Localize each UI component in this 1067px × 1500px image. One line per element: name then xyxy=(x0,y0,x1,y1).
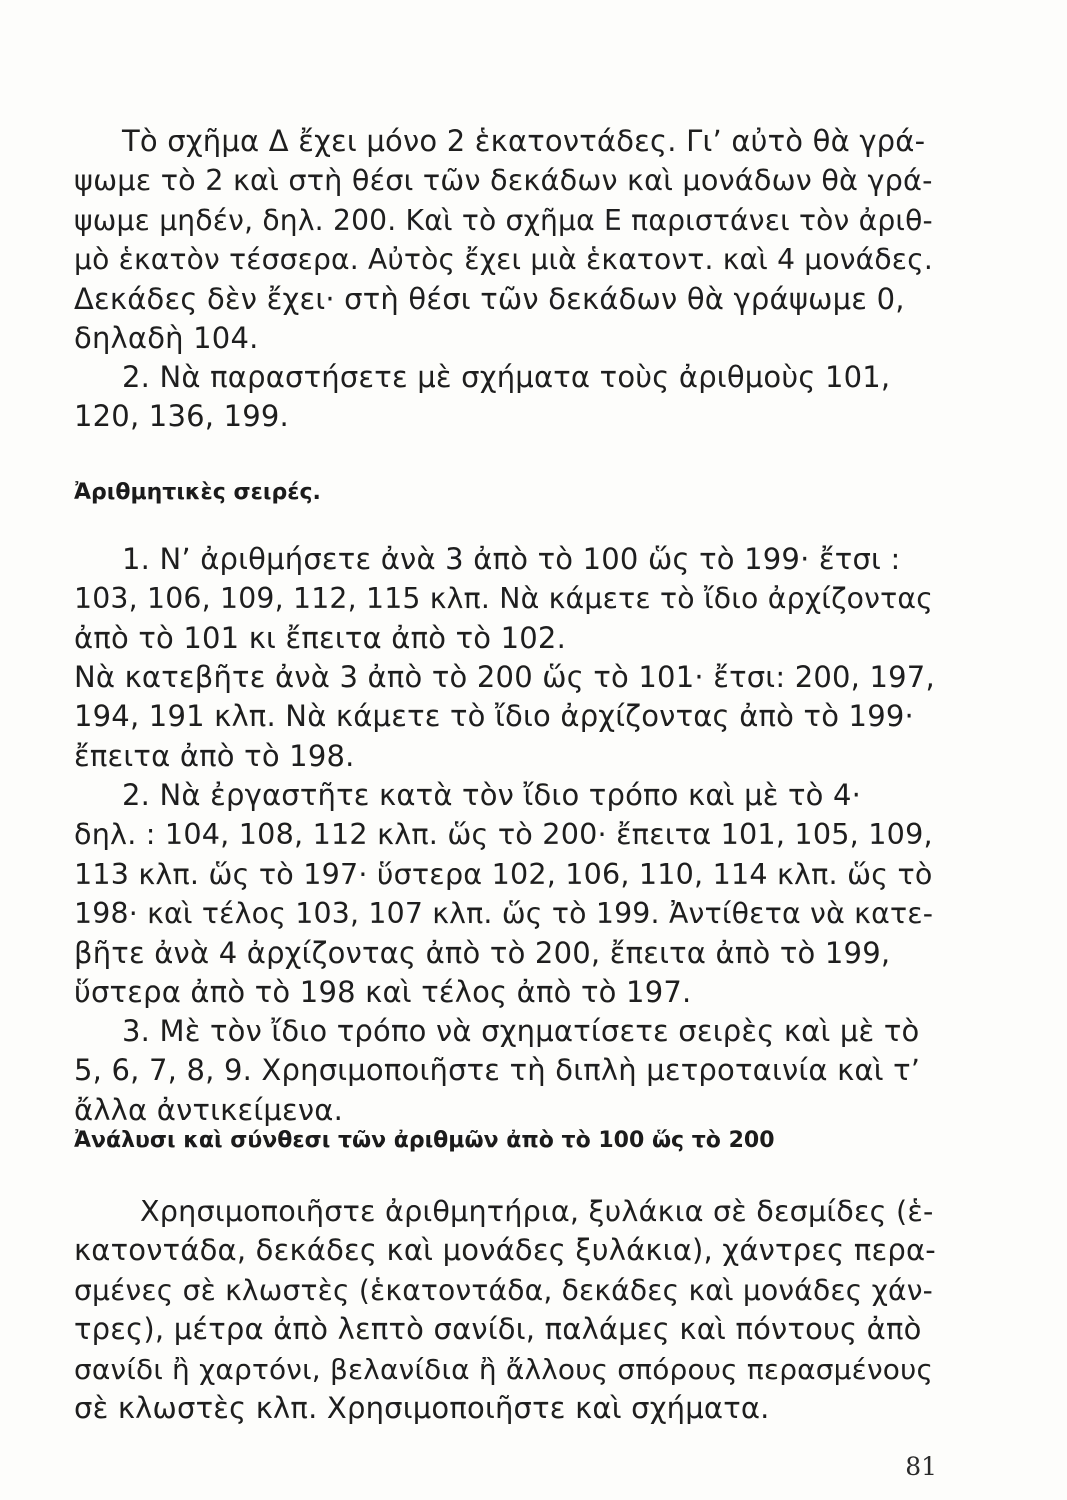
series-paragraph-2 xyxy=(74,776,942,1012)
text-line: Τὸ σχῆμα Δ ἔχει μόνο 2 ἑκατοντάδες. Γι’ αὐτὸ θὰ γρά- xyxy=(122,124,926,158)
text-line: 198· καὶ τέλος 103, 107 κλπ. ὥς τὸ 199. Ἀντίθετα νὰ κατε- xyxy=(74,897,934,931)
text-line: δηλ. : 104, 108, 112 κλπ. ὥς τὸ 200· ἔπειτα 101, 105, 109, xyxy=(74,817,933,852)
text-line: σανίδι ἢ χαρτόνι, βελανίδια ἢ ἄλλους σπόρους περασμένους xyxy=(74,1352,934,1386)
text-line: κατοντάδα, δεκάδες καὶ μονάδες ξυλάκια), χάντρες περα- xyxy=(74,1233,936,1268)
text-line: ἔπειτα ἀπὸ τὸ 198. xyxy=(74,738,355,773)
text-line: 2. Νὰ παραστήσετε μὲ σχήματα τοὺς ἀριθμοὺς 101, xyxy=(122,360,891,394)
text-line: 2. Νὰ ἐργαστῆτε κατὰ τὸν ἴδιο τρόπο καὶ μὲ τὸ 4· xyxy=(122,778,862,812)
text-line: ἀπὸ τὸ 101 κι ἔπειτα ἀπὸ τὸ 102. xyxy=(74,620,566,655)
series-paragraph-1 xyxy=(74,540,942,658)
section-heading-analysis: Ἀνάλυσι καὶ σύνθεσι τῶν ἀριθμῶν ἀπὸ τὸ 100 ὥς τὸ 200 xyxy=(74,1128,775,1153)
text-line: σμένες σὲ κλωστὲς (ἑκατοντάδα, δεκάδες καὶ μονάδες χάν- xyxy=(74,1273,934,1307)
text-line: σὲ κλωστὲς κλπ. Χρησιμοποιῆστε καὶ σχήματα. xyxy=(74,1391,770,1426)
series-paragraph-3 xyxy=(74,1012,942,1130)
text-line: δηλαδὴ 104. xyxy=(74,321,259,356)
text-line: ψωμε τὸ 2 καὶ στὴ θέσι τῶν δεκάδων καὶ μονάδων θὰ γρά- xyxy=(74,163,933,198)
text-line: ἄλλα ἀντικείμενα. xyxy=(74,1092,344,1127)
text-line: 1. Ν’ ἀριθμήσετε ἀνὰ 3 ἀπὸ τὸ 100 ὥς τὸ 199· ἔτσι : xyxy=(122,542,901,576)
analysis-paragraph xyxy=(74,1192,942,1428)
text-line: μὸ ἑκατὸν τέσσερα. Αὐτὸς ἔχει μιὰ ἑκατοντ. καὶ 4 μονάδες. xyxy=(74,243,934,277)
text-line: 120, 136, 199. xyxy=(74,399,289,434)
page-number: 81 xyxy=(905,1452,937,1481)
text-line: 103, 106, 109, 112, 115 κλπ. Νὰ κάμετε τὸ ἴδιο ἀρχίζοντας xyxy=(74,582,934,616)
text-line: ψωμε μηδέν, δηλ. 200. Καὶ τὸ σχῆμα Ε παριστάνει τὸν ἀριθ- xyxy=(74,203,933,237)
text-line: βῆτε ἀνὰ 4 ἀρχίζοντας ἀπὸ τὸ 200, ἔπειτα ἀπὸ τὸ 199, xyxy=(74,935,891,970)
text-line: 3. Μὲ τὸν ἴδιο τρόπο νὰ σχηματίσετε σειρὲς καὶ μὲ τὸ xyxy=(122,1014,920,1048)
intro-paragraph xyxy=(74,122,942,358)
text-line: Δεκάδες δὲν ἔχει· στὴ θέσι τῶν δεκάδων θὰ γράψωμε 0, xyxy=(74,281,905,316)
text-line: Νὰ κατεβῆτε ἀνὰ 3 ἀπὸ τὸ 200 ὥς τὸ 101· ἔτσι: 200, 197, xyxy=(74,660,935,694)
exercise-2-paragraph xyxy=(74,358,942,437)
text-line: ὕστερα ἀπὸ τὸ 198 καὶ τέλος ἀπὸ τὸ 197. xyxy=(74,975,692,1010)
text-line: 113 κλπ. ὥς τὸ 197· ὕστερα 102, 106, 110, 114 κλπ. ὥς τὸ xyxy=(74,856,933,891)
series-paragraph-1b xyxy=(74,658,942,776)
section-heading-series: Ἀριθμητικὲς σειρές. xyxy=(74,480,321,505)
text-line: 5, 6, 7, 8, 9. Χρησιμοποιῆστε τὴ διπλὴ μετροταινία καὶ τ’ xyxy=(74,1053,921,1088)
text-line: τρες), μέτρα ἀπὸ λεπτὸ σανίδι, παλάμες καὶ πόντους ἀπὸ xyxy=(74,1312,922,1347)
text-line: 194, 191 κλπ. Νὰ κάμετε τὸ ἴδιο ἀρχίζοντας ἀπὸ τὸ 199· xyxy=(74,699,914,734)
text-line: Χρησιμοποιῆστε ἀριθμητήρια, ξυλάκια σὲ δεσμίδες (ἑ- xyxy=(140,1194,934,1228)
